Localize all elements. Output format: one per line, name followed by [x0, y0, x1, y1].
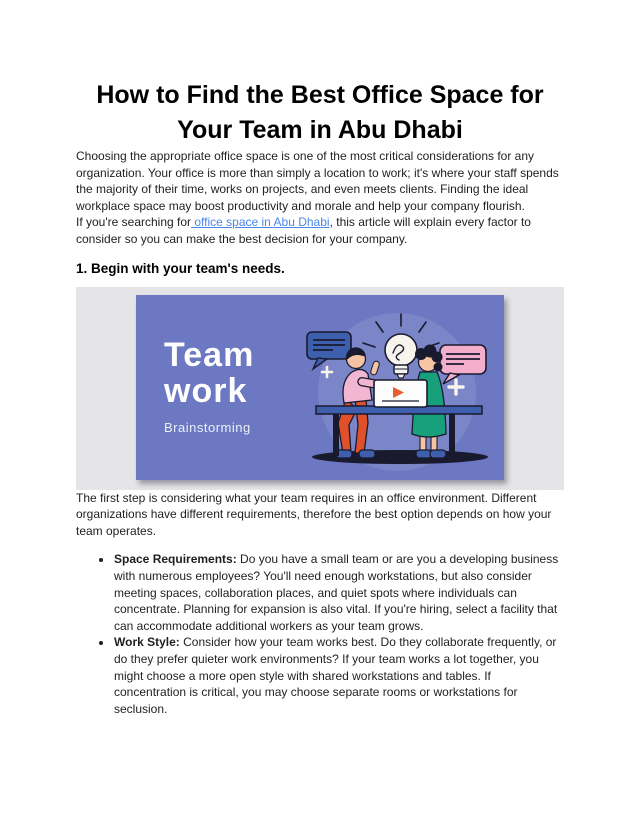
banner-title-line1: Team — [164, 335, 255, 374]
bullet-space-requirements — [113, 551, 564, 634]
bullet-work-style-text: Consider how your team works best. Do they collaborate frequently, or do they prefer quieter work environments? If your team works a lot together, you might choose a more open style with shared workstations and tables. If concentration is critical, you may choose separate rooms or workstations for seclusion. — [114, 635, 557, 716]
bullet-work-style — [113, 634, 564, 717]
bullet-space-requirements-text: Do you have a small team or are you a developing business with numerous employees? You'll need enough workstations, but also consider meeting spaces, collaboration places, and quiet spots where individuals can concentrate. Planning for expansion is also vital. If you're hiring, select a facility that can accommodate additional workers as your team grows. — [114, 552, 559, 633]
intro-paragraph-2 — [76, 214, 564, 247]
bullet-list — [76, 551, 564, 717]
teamwork-illustration — [292, 295, 504, 480]
office-space-link[interactable]: office space in Abu Dhabi — [191, 215, 330, 230]
teamwork-banner-image — [76, 287, 564, 490]
banner-inner — [136, 295, 504, 480]
bullet-space-requirements-label: Space Requirements: — [114, 552, 237, 567]
intro-p2-text-after: , this article will explain every factor to consider so you can make the best decision for your company. — [76, 215, 531, 246]
section-1-heading: 1. Begin with your team's needs. — [76, 260, 285, 276]
banner-subtitle: Brainstorming — [164, 419, 251, 435]
intro-p2-text-before: If you're searching for — [76, 215, 192, 230]
laptop-icon — [374, 380, 427, 407]
intro-paragraph-1: Choosing the appropriate office space is one of the most critical considerations for any organization. Your office is more than simply a location to work; it's where your staff spends the majority of their time, works on projects, and even meets clients. Finding the ideal workplace space may boost productivity and morale and help your company flourish. — [76, 149, 559, 213]
page-title: How to Find the Best Office Space for Your Team in Abu Dhabi — [96, 81, 544, 144]
bullet-work-style-label: Work Style: — [114, 635, 180, 650]
section-1-paragraph: The first step is considering what your team requires in an office environment. Different organizations have different requirements, therefore the best option depends on how your team operates. — [76, 490, 552, 538]
banner-title-line2: work — [164, 371, 248, 410]
banner-text-block — [164, 337, 254, 435]
